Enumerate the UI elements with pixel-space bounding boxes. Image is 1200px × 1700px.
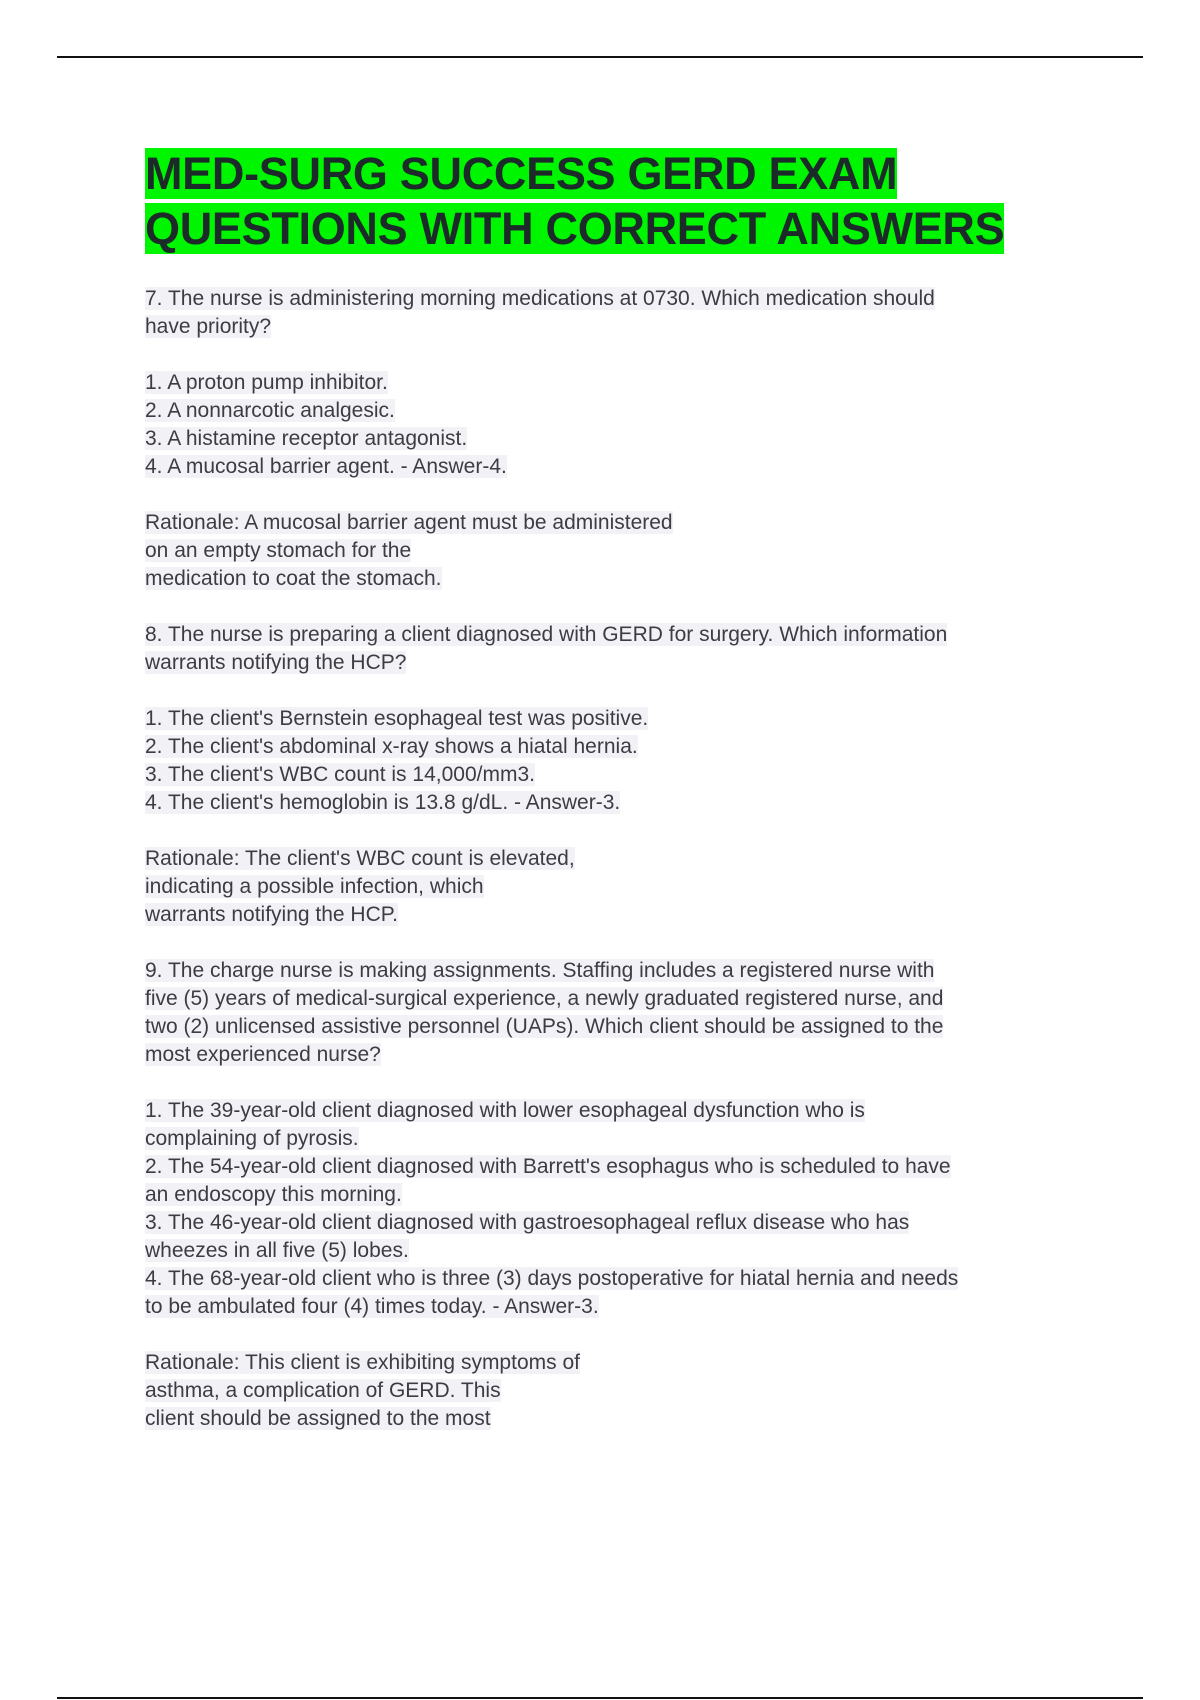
paragraph xyxy=(145,369,1095,481)
document-body xyxy=(145,285,1095,1433)
paragraph xyxy=(145,509,1095,593)
text-line xyxy=(145,1041,1095,1069)
text-line xyxy=(145,1265,1095,1293)
line-text: Rationale: This client is exhibiting symptoms of xyxy=(145,1351,580,1374)
line-text: 1. The 39-year-old client diagnosed with lower esophageal dysfunction who is xyxy=(145,1099,865,1122)
text-line xyxy=(145,1293,1095,1321)
line-text: warrants notifying the HCP. xyxy=(145,903,398,926)
line-text: 2. The client's abdominal x-ray shows a hiatal hernia. xyxy=(145,735,638,758)
text-line xyxy=(145,621,1095,649)
text-line xyxy=(145,901,1095,929)
paragraph xyxy=(145,285,1095,341)
footer-rule xyxy=(57,1697,1143,1699)
paragraph xyxy=(145,957,1095,1069)
text-line xyxy=(145,705,1095,733)
paragraph-gap xyxy=(145,341,1095,369)
line-text: 8. The nurse is preparing a client diagnosed with GERD for surgery. Which information xyxy=(145,623,948,646)
text-line xyxy=(145,649,1095,677)
line-text: indicating a possible infection, which xyxy=(145,875,484,898)
text-line xyxy=(145,761,1095,789)
line-text: 4. A mucosal barrier agent. - Answer-4. xyxy=(145,455,507,478)
paragraph xyxy=(145,1097,1095,1321)
text-line xyxy=(145,1237,1095,1265)
line-text: have priority? xyxy=(145,315,272,338)
text-line xyxy=(145,285,1095,313)
line-text: two (2) unlicensed assistive personnel (UAPs). Which client should be assigned to the xyxy=(145,1015,944,1038)
paragraph-gap xyxy=(145,677,1095,705)
line-text: medication to coat the stomach. xyxy=(145,567,442,590)
text-line xyxy=(145,845,1095,873)
line-text: 1. A proton pump inhibitor. xyxy=(145,371,388,394)
text-line xyxy=(145,313,1095,341)
text-line xyxy=(145,873,1095,901)
line-text: 3. The client's WBC count is 14,000/mm3. xyxy=(145,763,535,786)
text-line xyxy=(145,1209,1095,1237)
text-line xyxy=(145,1349,1095,1377)
text-line xyxy=(145,1125,1095,1153)
line-text: warrants notifying the HCP? xyxy=(145,651,407,674)
text-line xyxy=(145,369,1095,397)
line-text: to be ambulated four (4) times today. - Answer-3. xyxy=(145,1295,599,1318)
line-text: asthma, a complication of GERD. This xyxy=(145,1379,501,1402)
title-line: QUESTIONS WITH CORRECT ANSWERS xyxy=(145,203,1005,254)
line-text: Rationale: A mucosal barrier agent must be administered xyxy=(145,511,673,534)
line-text: 3. A histamine receptor antagonist. xyxy=(145,427,468,450)
paragraph-gap xyxy=(145,817,1095,845)
line-text: 2. The 54-year-old client diagnosed with Barrett's esophagus who is scheduled to have xyxy=(145,1155,951,1178)
paragraph xyxy=(145,621,1095,677)
line-text: client should be assigned to the most xyxy=(145,1407,491,1430)
line-text: Rationale: The client's WBC count is elevated, xyxy=(145,847,575,870)
text-line xyxy=(145,537,1095,565)
line-text: on an empty stomach for the xyxy=(145,539,412,562)
text-line xyxy=(145,1377,1095,1405)
text-line xyxy=(145,1097,1095,1125)
paragraph-gap xyxy=(145,1321,1095,1349)
text-line xyxy=(145,565,1095,593)
line-text: wheezes in all five (5) lobes. xyxy=(145,1239,409,1262)
line-text: complaining of pyrosis. xyxy=(145,1127,359,1150)
text-line xyxy=(145,1405,1095,1433)
text-line xyxy=(145,1013,1095,1041)
text-line xyxy=(145,453,1095,481)
line-text: 7. The nurse is administering morning medications at 0730. Which medication should xyxy=(145,287,935,310)
text-line xyxy=(145,1153,1095,1181)
line-text: an endoscopy this morning. xyxy=(145,1183,402,1206)
paragraph-gap xyxy=(145,1069,1095,1097)
line-text: 3. The 46-year-old client diagnosed with gastroesophageal reflux disease who has xyxy=(145,1211,910,1234)
line-text: most experienced nurse? xyxy=(145,1043,381,1066)
line-text: 9. The charge nurse is making assignments. Staffing includes a registered nurse with xyxy=(145,959,935,982)
line-text: 2. A nonnarcotic analgesic. xyxy=(145,399,395,422)
text-line xyxy=(145,397,1095,425)
paragraph xyxy=(145,705,1095,817)
text-line xyxy=(145,509,1095,537)
line-text: 4. The 68-year-old client who is three (3) days postoperative for hiatal hernia and needs xyxy=(145,1267,959,1290)
paragraph xyxy=(145,1349,1095,1433)
top-rule xyxy=(57,56,1143,58)
paragraph-gap xyxy=(145,929,1095,957)
line-text: five (5) years of medical-surgical experience, a newly graduated registered nurse, and xyxy=(145,987,944,1010)
line-text: 1. The client's Bernstein esophageal test was positive. xyxy=(145,707,649,730)
paragraph-gap xyxy=(145,593,1095,621)
document-title xyxy=(145,146,1145,256)
text-line xyxy=(145,789,1095,817)
text-line xyxy=(145,425,1095,453)
paragraph-gap xyxy=(145,481,1095,509)
line-text: 4. The client's hemoglobin is 13.8 g/dL. - Answer-3. xyxy=(145,791,621,814)
title-line: MED-SURG SUCCESS GERD EXAM xyxy=(145,148,898,199)
paragraph xyxy=(145,845,1095,929)
text-line xyxy=(145,733,1095,761)
text-line xyxy=(145,957,1095,985)
text-line xyxy=(145,985,1095,1013)
text-line xyxy=(145,1181,1095,1209)
